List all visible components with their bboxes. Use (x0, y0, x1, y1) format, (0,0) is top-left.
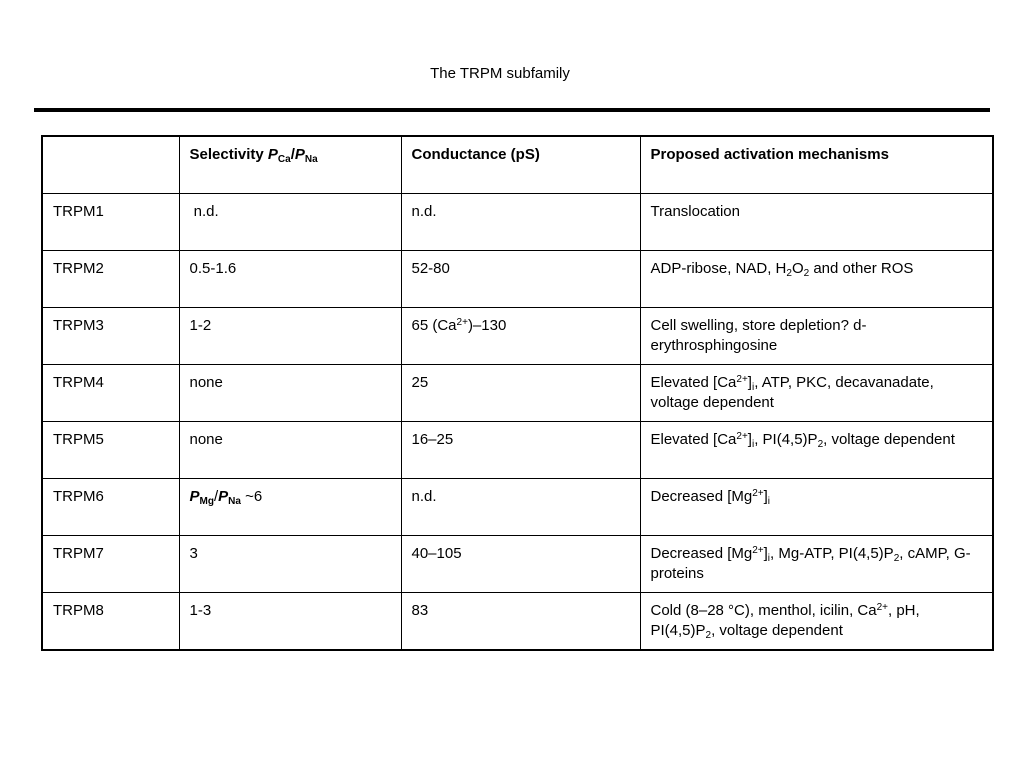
selectivity-cell: n.d. (179, 194, 401, 251)
header-activation: Proposed activation mechanisms (640, 136, 993, 194)
table-row (42, 308, 993, 365)
channel-cell: TRPM3 (42, 308, 179, 365)
selectivity-cell: none (179, 422, 401, 479)
selectivity-cell: $P_{Mg}/P_{Na}$ ~6 (179, 479, 401, 536)
conductance-cell: 25 (401, 365, 640, 422)
conductance-cell: 40–105 (401, 536, 640, 593)
table-row (42, 593, 993, 651)
table-row (42, 194, 993, 251)
channel-cell: TRPM8 (42, 593, 179, 651)
header-conductance: Conductance (pS) (401, 136, 640, 194)
activation-cell: ADP-ribose, NAD, $H_2O_2$ and other ROS (640, 251, 993, 308)
conductance-cell: n.d. (401, 479, 640, 536)
channel-cell: TRPM2 (42, 251, 179, 308)
table-row (42, 479, 993, 536)
trpm-table (41, 135, 994, 651)
channel-cell: TRPM5 (42, 422, 179, 479)
page-title: The TRPM subfamily (430, 65, 570, 82)
activation-cell: Decreased $[Mg^{2+}]_i$, Mg-ATP, $PI(4,5)P_2$, cAMP, G-proteins (640, 536, 993, 593)
channel-cell: TRPM7 (42, 536, 179, 593)
activation-cell: Translocation (640, 194, 993, 251)
header-channel (42, 136, 179, 194)
conductance-cell: 16–25 (401, 422, 640, 479)
activation-cell: Elevated $[Ca^{2+}]_i$, ATP, PKC, decavanadate, voltage dependent (640, 365, 993, 422)
activation-cell: Decreased $[Mg^{2+}]_i$ (640, 479, 993, 536)
selectivity-cell: 1-3 (179, 593, 401, 651)
table-row (42, 536, 993, 593)
channel-cell: TRPM4 (42, 365, 179, 422)
selectivity-cell: 0.5-1.6 (179, 251, 401, 308)
activation-cell: Cell swelling, store depletion? d-erythrosphingosine (640, 308, 993, 365)
activation-cell: Cold (8–28 °C), menthol, icilin, $Ca^{2+}$, pH, $PI(4,5)P_2$, voltage dependent (640, 593, 993, 651)
conductance-cell: 52-80 (401, 251, 640, 308)
conductance-cell: 65 $(Ca^{2+})-130$ (401, 308, 640, 365)
header-selectivity: Selectivity $P_{Ca}/P_{Na}$ (179, 136, 401, 194)
conductance-cell: n.d. (401, 194, 640, 251)
activation-cell: Elevated $[Ca^{2+}]_i$, $PI(4,5)P_2$, voltage dependent (640, 422, 993, 479)
conductance-cell: 83 (401, 593, 640, 651)
table-row (42, 422, 993, 479)
channel-cell: TRPM1 (42, 194, 179, 251)
selectivity-cell: 1-2 (179, 308, 401, 365)
table-row (42, 365, 993, 422)
table-row (42, 251, 993, 308)
selectivity-cell: none (179, 365, 401, 422)
table-header-row (42, 136, 993, 194)
title-divider (34, 108, 990, 112)
selectivity-cell: 3 (179, 536, 401, 593)
channel-cell: TRPM6 (42, 479, 179, 536)
